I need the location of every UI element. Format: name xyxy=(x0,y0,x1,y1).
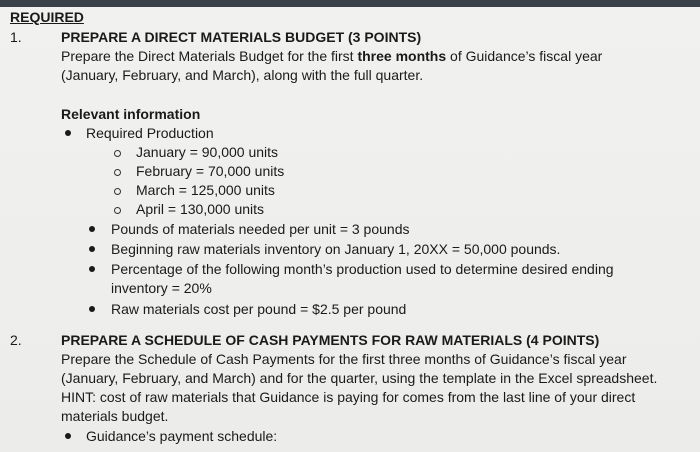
payment-schedule-label: Guidance’s payment schedule: xyxy=(86,428,278,444)
section2-line3: HINT: cost of raw materials that Guidance is paying for comes from the last line of your direct xyxy=(61,389,636,405)
section1-description xyxy=(61,47,602,66)
month-january: January = 90,000 units xyxy=(136,144,279,160)
relevant-info-heading: Relevant information xyxy=(61,106,201,122)
bullet-icon xyxy=(89,226,95,232)
section1-title: PREPARE A DIRECT MATERIALS BUDGET (3 POINTS) xyxy=(61,29,422,45)
cost-per-pound: Raw materials cost per pound = $2.5 per pound xyxy=(111,301,407,317)
circle-bullet-icon xyxy=(114,188,121,195)
section1-desc-after: of Guidance’s fiscal year xyxy=(446,48,603,64)
section1-desc-before: Prepare the Direct Materials Budget for the first xyxy=(61,48,358,64)
section2-number: 2. xyxy=(10,332,22,348)
beginning-inventory: Beginning raw materials inventory on January 1, 20XX = 50,000 pounds. xyxy=(111,241,561,257)
circle-bullet-icon xyxy=(114,207,121,214)
month-march: March = 125,000 units xyxy=(136,182,275,198)
section2-line4: materials budget. xyxy=(61,408,169,424)
bullet-icon xyxy=(89,306,95,312)
pounds-per-unit: Pounds of materials needed per unit = 3 pounds xyxy=(111,221,410,237)
required-production-label: Required Production xyxy=(86,125,214,141)
section1-desc-bold: three months xyxy=(357,48,447,64)
required-heading: REQUIRED xyxy=(10,9,84,25)
section1-description-line2: (January, February, and March), along with the full quarter. xyxy=(61,67,424,83)
bullet-icon xyxy=(89,246,95,252)
circle-bullet-icon xyxy=(114,169,121,176)
section2-line1: Prepare the Schedule of Cash Payments for the first three months of Guidance’s fiscal year xyxy=(61,351,627,367)
section2-line2: (January, February, and March) and for the quarter, using the template in the Excel spreadsheet. xyxy=(61,370,658,386)
bullet-icon xyxy=(65,433,71,439)
month-april: April = 130,000 units xyxy=(136,201,265,217)
percentage-line2: inventory = 20% xyxy=(111,280,212,296)
bullet-icon xyxy=(65,130,71,136)
top-bar xyxy=(0,0,700,7)
bullet-icon xyxy=(89,266,95,272)
month-february: February = 70,000 units xyxy=(136,163,285,179)
percentage-line1: Percentage of the following month’s production used to determine desired ending xyxy=(111,261,614,277)
circle-bullet-icon xyxy=(114,150,121,157)
section2-title: PREPARE A SCHEDULE OF CASH PAYMENTS FOR RAW MATERIALS (4 POINTS) xyxy=(61,332,600,348)
section1-number: 1. xyxy=(10,29,22,45)
